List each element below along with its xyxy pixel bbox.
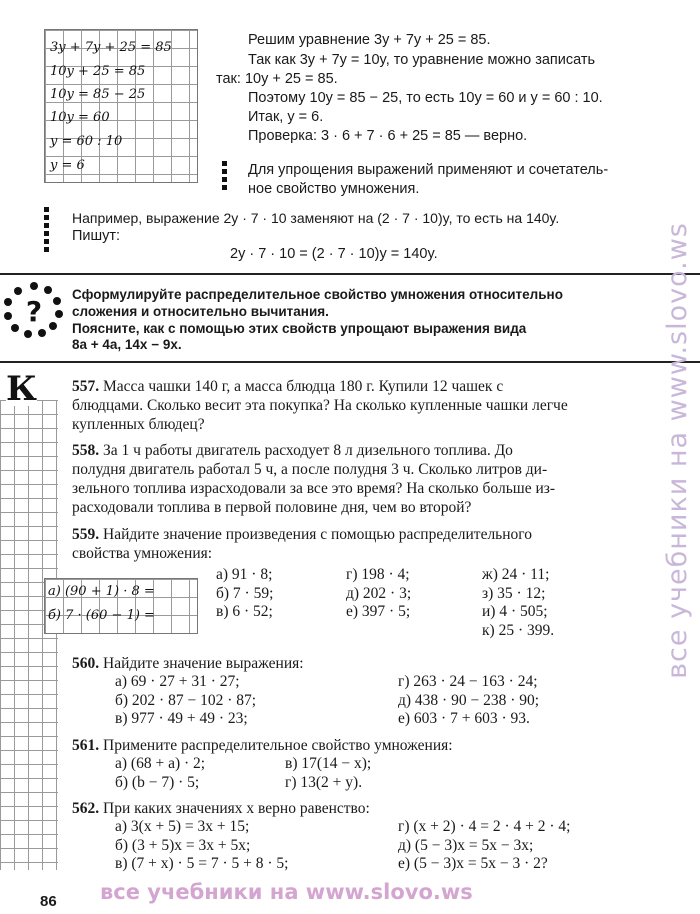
expression-559-k: к) 25 · 399.: [482, 621, 555, 639]
instance-formula: 2y · 7 · 10 = (2 · 7 · 10)y = 140y.: [230, 246, 438, 262]
problem-561-title: [72, 736, 453, 755]
expression-559-g: ж) 24 · 11;: [482, 566, 550, 583]
instance-line-2: Пишут:: [72, 228, 121, 244]
rule-dots-marker: [222, 161, 227, 193]
problem-559-line-2: свойства умножения:: [72, 545, 213, 562]
problem-557-number: 557.: [72, 378, 100, 395]
grid-line-4: 10y = 60: [50, 110, 110, 125]
question-icon: [2, 281, 66, 339]
watermark-bottom: все учебники на www.slovo.ws: [100, 880, 473, 904]
example-line-2: Так как 3y + 7y = 10y, то уравнение можно записать: [248, 52, 596, 68]
expression-561-d: г) 13(2 + y).: [285, 773, 363, 791]
expression-559-c: в) 6 · 52;: [216, 603, 273, 620]
expression-560-e: д) 438 · 90 − 238 · 90;: [398, 691, 540, 709]
grid-line-5: y = 60 : 10: [50, 134, 123, 149]
example-line-4: Поэтому 10y = 85 − 25, то есть 10y = 60 и y = 60 : 10.: [248, 90, 603, 106]
expression-560-f: е) 603 · 7 + 603 · 93.: [398, 710, 530, 727]
expression-561-a: а) (68 + a) · 2;: [115, 755, 206, 772]
question-line-3: Поясните, как с помощью этих свойств упрощают выражения вида: [72, 321, 527, 336]
question-line-2: сложения и относительно вычитания.: [72, 304, 329, 319]
page-number: 86: [40, 893, 57, 910]
expression-559-e: д) 202 · 3;: [346, 584, 412, 602]
problem-559-line-1: [72, 525, 532, 544]
example-line-6: Проверка: 3 · 6 + 7 · 6 + 25 = 85 — верно.: [248, 128, 528, 144]
expression-562-a: а) 3(x + 5) = 3x + 15;: [115, 818, 250, 835]
problem-561-col-1: [115, 755, 205, 792]
question-line-1: Сформулируйте распределительное свойство умножения относительно: [72, 287, 563, 302]
k-mark: К: [6, 369, 37, 409]
expression-562-d: г) (x + 2) · 4 = 2 · 4 + 2 · 4;: [398, 818, 571, 835]
grid-line-6: y = 6: [50, 158, 85, 173]
problem-558-text-1: За 1 ч работы двигатель расходует 8 л дизельного топлива. До: [103, 442, 513, 459]
problem-562-col-2: [398, 818, 570, 874]
expression-559-b: б) 7 · 59;: [216, 584, 274, 602]
expression-559-i: и) 4 · 505;: [482, 603, 548, 620]
example-line-5: Итак, y = 6.: [248, 109, 324, 125]
grid-line-3: 10y = 85 − 25: [50, 87, 146, 102]
grid-559-b: б) 7 · (60 − 1) =: [48, 608, 155, 623]
problem-560-text: Найдите значение выражения:: [103, 655, 304, 672]
svg-text:?: ?: [25, 295, 43, 328]
grid-line-2: 10y + 25 = 85: [50, 64, 146, 79]
watermark-side-text: все учебники на www.slovo.ws: [661, 221, 693, 679]
expression-562-e: д) (5 − 3)x = 5x − 3x;: [398, 836, 534, 854]
expression-559-d: г) 198 · 4;: [346, 566, 410, 583]
problem-560-col-2: [398, 673, 539, 729]
expression-562-b: б) (3 + 5)x = 3x + 5x;: [115, 836, 251, 854]
expression-562-f: е) (5 − 3)x = 5x − 3 · 2?: [398, 855, 548, 872]
problem-559-col-2: [346, 566, 411, 622]
problem-558-line-1: [72, 441, 513, 460]
expression-561-b: б) (b − 7) · 5;: [115, 773, 200, 791]
expression-560-b: б) 202 · 87 − 102 · 87;: [115, 691, 257, 709]
grid-559-a: а) (90 + 1) · 8 =: [48, 584, 155, 599]
rule-line-1: Для упрощения выражений применяют и сочетатель-: [248, 162, 609, 178]
problem-561-col-2: [285, 755, 371, 792]
rule-line-2: ное свойство умножения.: [248, 181, 420, 197]
grid-line-1: 3y + 7y + 25 = 85: [50, 40, 172, 55]
problem-557-line-2: блюдцами. Сколько весит эта покупка? На сколько купленные чашки легче: [72, 397, 568, 414]
bottom-divider: [0, 361, 700, 363]
expression-561-c: в) 17(14 − x);: [285, 755, 372, 772]
problem-562-number: 562.: [72, 800, 100, 817]
expression-560-d: г) 263 · 24 − 163 · 24;: [398, 673, 538, 690]
problem-559-col-3: [482, 566, 554, 640]
problem-561-text: Примените распределительное свойство умножения:: [103, 737, 453, 754]
problem-559-text-1: Найдите значение произведения с помощью распределительного: [103, 526, 533, 543]
margin-grid: [0, 400, 58, 870]
question-line-4: 8a + 4a, 14x − 9x.: [72, 337, 182, 352]
problem-558-line-4: расходовали топлива в первой половине дня, чем во второй?: [72, 499, 472, 516]
problem-562-col-1: [115, 818, 288, 874]
instance-dots-marker: [44, 207, 49, 255]
problem-558-number: 558.: [72, 442, 100, 459]
top-divider: [0, 273, 700, 275]
example-line-3: так: 10y + 25 = 85.: [216, 71, 338, 87]
problem-560-number: 560.: [72, 655, 100, 672]
problem-557-line-1: [72, 377, 503, 396]
expression-560-a: а) 69 · 27 + 31 · 27;: [115, 673, 240, 690]
expression-559-f: е) 397 · 5;: [346, 603, 411, 620]
instance-line-1: Например, выражение 2y · 7 · 10 заменяют на (2 · 7 · 10)y, то есть на 140y.: [72, 210, 560, 226]
problem-557-text-1: Масса чашки 140 г, а масса блюдца 180 г. Купили 12 чашек с: [103, 378, 504, 395]
problem-560-col-1: [115, 673, 256, 729]
expression-562-c: в) (7 + x) · 5 = 7 · 5 + 8 · 5;: [115, 855, 289, 872]
expression-560-c: в) 977 · 49 + 49 · 23;: [115, 710, 248, 727]
watermark-side: [662, 120, 692, 780]
expression-559-h: з) 35 · 12;: [482, 584, 546, 602]
expression-559-a: а) 91 · 8;: [216, 566, 273, 583]
problem-559-number: 559.: [72, 526, 100, 543]
problem-560-title: [72, 654, 304, 673]
example-line-1: Решим уравнение 3y + 7y + 25 = 85.: [248, 32, 491, 48]
problem-558-line-3: зельного топлива израсходовали за все это время? На сколько больше из-: [72, 480, 556, 497]
problem-561-number: 561.: [72, 737, 100, 754]
problem-559-col-1: [216, 566, 273, 622]
problem-562-text: При каких значениях x верно равенство:: [103, 800, 370, 817]
problem-558-line-2: полудня двигатель работал 5 ч, а после полудня 3 ч. Сколько литров ди-: [72, 461, 548, 478]
problem-557-line-3: купленных блюдец?: [72, 416, 205, 433]
problem-562-title: [72, 799, 370, 818]
